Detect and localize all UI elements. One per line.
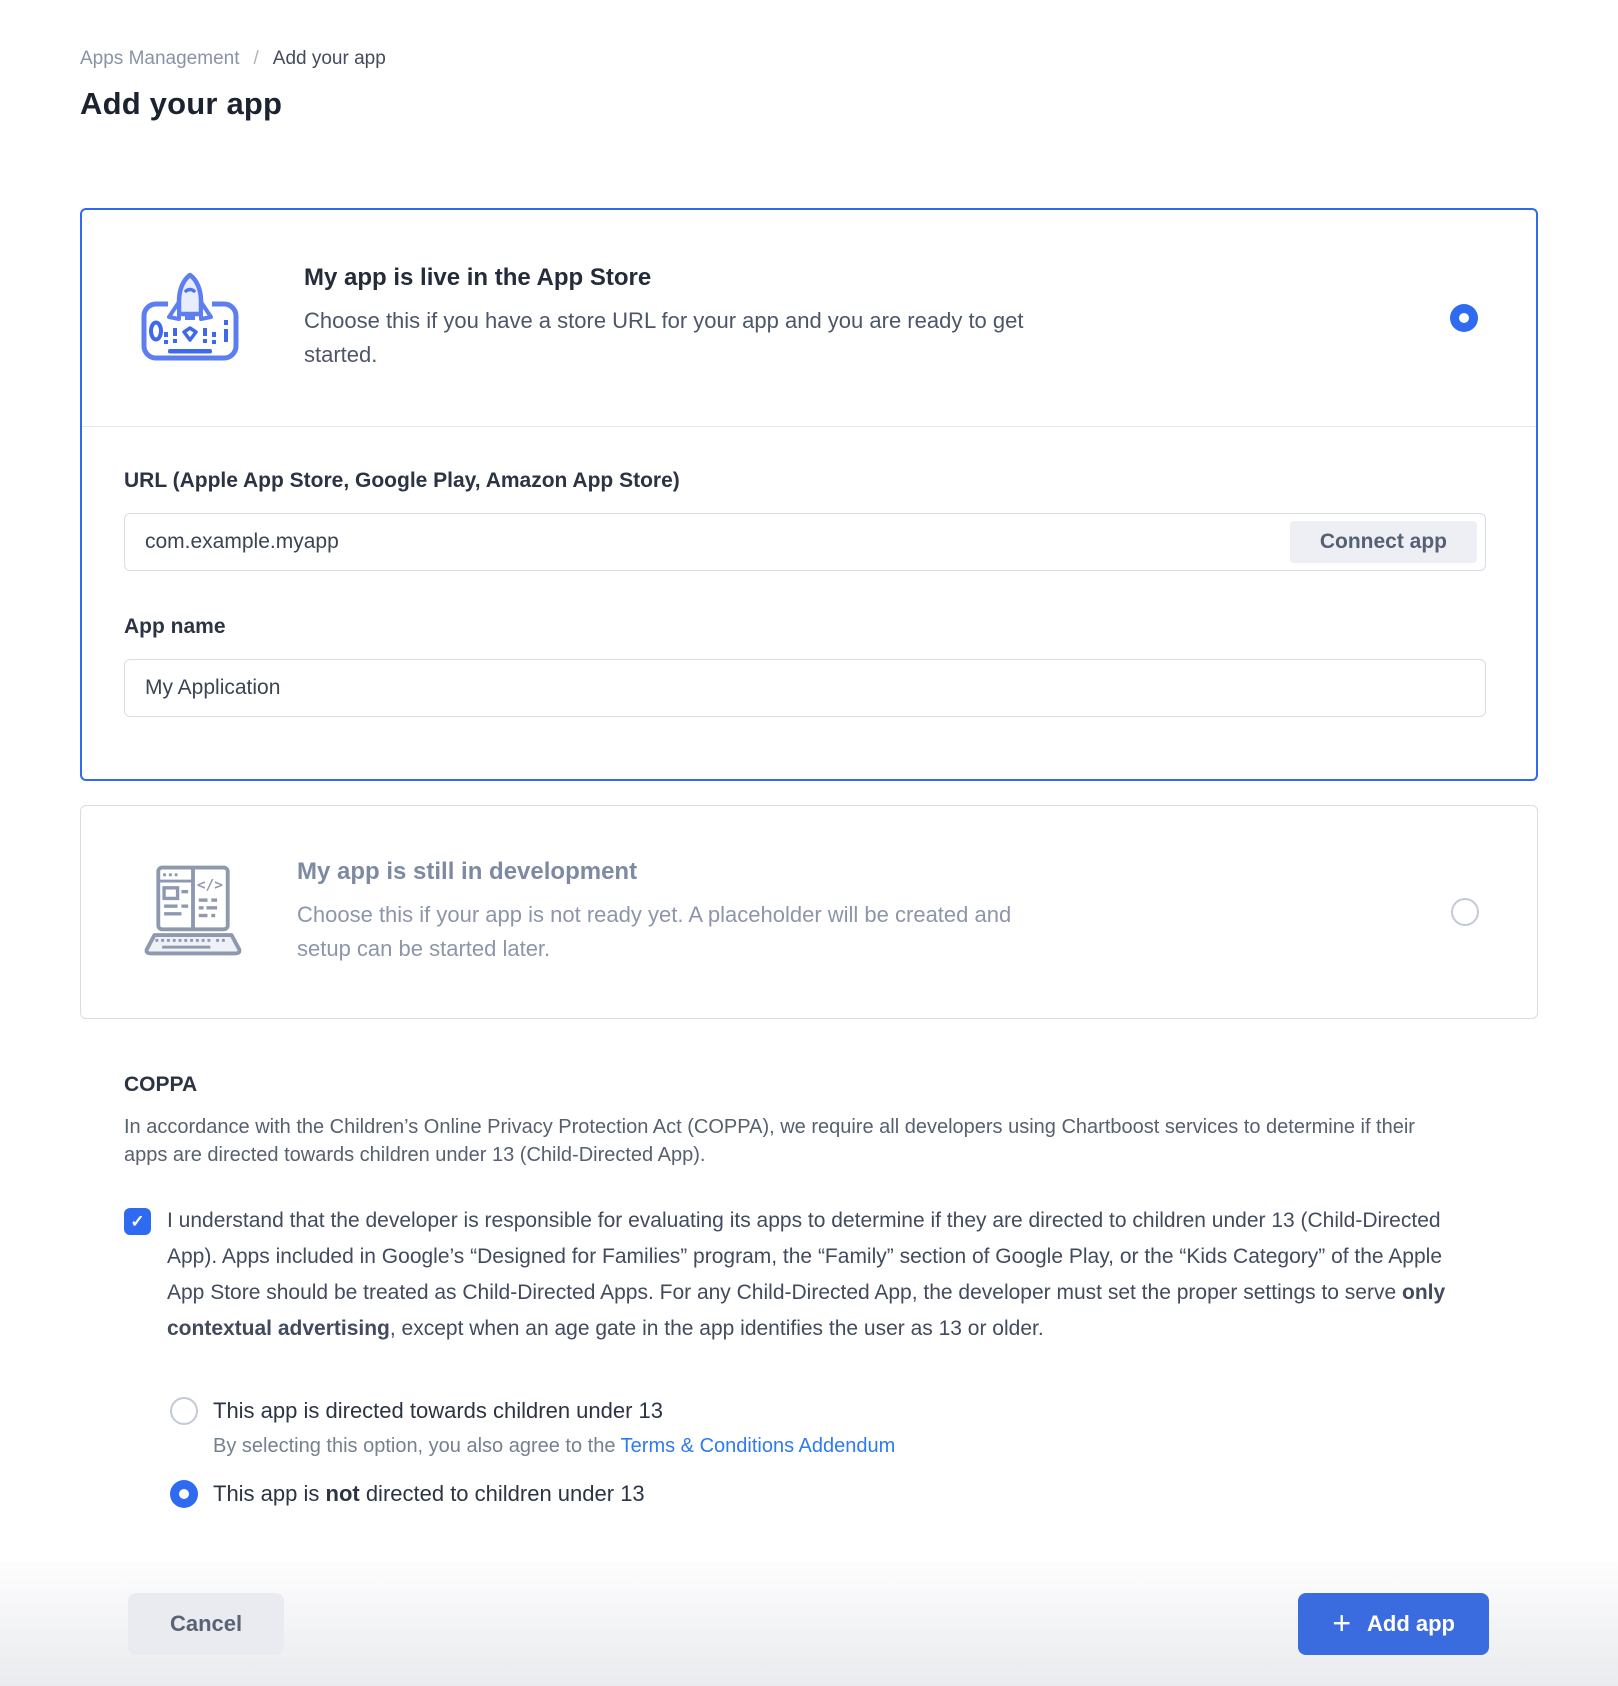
breadcrumb (80, 48, 1538, 70)
option-not-directed-label (213, 1481, 645, 1507)
option-directed-radio[interactable] (170, 1397, 198, 1425)
url-field-label: URL (Apple App Store, Google Play, Amazon App Store) (124, 469, 680, 492)
live-app-card-description: Choose this if you have a store URL for your app and you are ready to get started. (304, 308, 1024, 367)
coppa-acknowledgement-text (167, 1203, 1464, 1347)
helper-text: By selecting this option, you also agree to the (213, 1435, 621, 1457)
label-bold: not (325, 1481, 360, 1506)
url-input[interactable] (124, 513, 1486, 571)
development-app-radio[interactable] (1451, 898, 1479, 926)
check-icon: ✓ (130, 1211, 145, 1231)
plus-icon: + (1332, 1604, 1351, 1641)
svg-text:</>: </> (196, 877, 223, 894)
breadcrumb-separator: / (253, 48, 259, 69)
add-app-label: Add app (1367, 1611, 1455, 1636)
ack-text-bold: only contextual advertising (167, 1281, 1446, 1340)
cancel-button[interactable]: Cancel (128, 1593, 284, 1655)
footer-bar (0, 1562, 1618, 1686)
development-card-text (297, 858, 1057, 966)
development-card-description: Choose this if your app is not ready yet. A placeholder will be created and setup can be started later. (297, 902, 1012, 961)
coppa-acknowledgement-row (124, 1203, 1464, 1347)
live-app-form (82, 426, 1536, 779)
breadcrumb-current: Add your app (272, 48, 386, 69)
live-app-card[interactable] (80, 208, 1538, 781)
option-not-directed-row[interactable] (170, 1480, 1538, 1508)
coppa-section (124, 1073, 1538, 1508)
label-end: directed to children under 13 (359, 1481, 645, 1506)
app-name-input-wrap (124, 659, 1486, 717)
ack-text-end: , except when an age gate in the app identifies the user as 13 or older. (389, 1317, 1044, 1340)
option-directed-label: This app is directed towards children under 13 (213, 1398, 664, 1423)
coppa-heading: COPPA (124, 1073, 198, 1096)
option-not-directed-radio[interactable] (170, 1480, 198, 1508)
option-directed-helper (213, 1435, 1538, 1458)
live-app-card-header (82, 210, 1536, 426)
live-app-card-title: My app is live in the App Store (304, 264, 652, 291)
terms-conditions-link[interactable]: Terms & Conditions Addendum (620, 1435, 896, 1457)
live-app-card-text (304, 264, 1064, 372)
app-name-input[interactable] (124, 659, 1486, 717)
app-name-label: App name (124, 615, 226, 638)
coppa-intro: In accordance with the Children’s Online Privacy Protection Act (COPPA), we require all developers using Chartboost services to determine if their apps are directed towards children under 13 (Child-Directed App). (124, 1116, 1415, 1166)
option-directed-row[interactable] (170, 1397, 1538, 1425)
url-input-wrap (124, 513, 1486, 571)
development-card-title: My app is still in development (297, 858, 638, 885)
page-title: Add your app (80, 86, 283, 121)
label-start: This app is (213, 1481, 326, 1506)
add-app-button[interactable] (1298, 1593, 1489, 1655)
coppa-options (170, 1397, 1538, 1508)
rocket-launch-icon (140, 270, 240, 367)
connect-app-button[interactable]: Connect app (1290, 521, 1477, 563)
laptop-code-icon (139, 861, 239, 964)
ack-text-start: I understand that the developer is responsible for evaluating its apps to determine if they are directed to children under 13 (Child-Directed App). Apps included in Google’s “Designed for Families” program, the “Family” section of Google Play, or the “Kids Category” of the Apple App Store should be treated as Child-Directed Apps. For any Child-Directed App, the developer must set the proper settings to serve (167, 1209, 1443, 1304)
coppa-checkbox[interactable] (124, 1208, 151, 1235)
breadcrumb-apps-management[interactable]: Apps Management (80, 48, 240, 69)
development-app-card[interactable] (80, 805, 1538, 1019)
live-app-radio[interactable] (1450, 304, 1478, 332)
